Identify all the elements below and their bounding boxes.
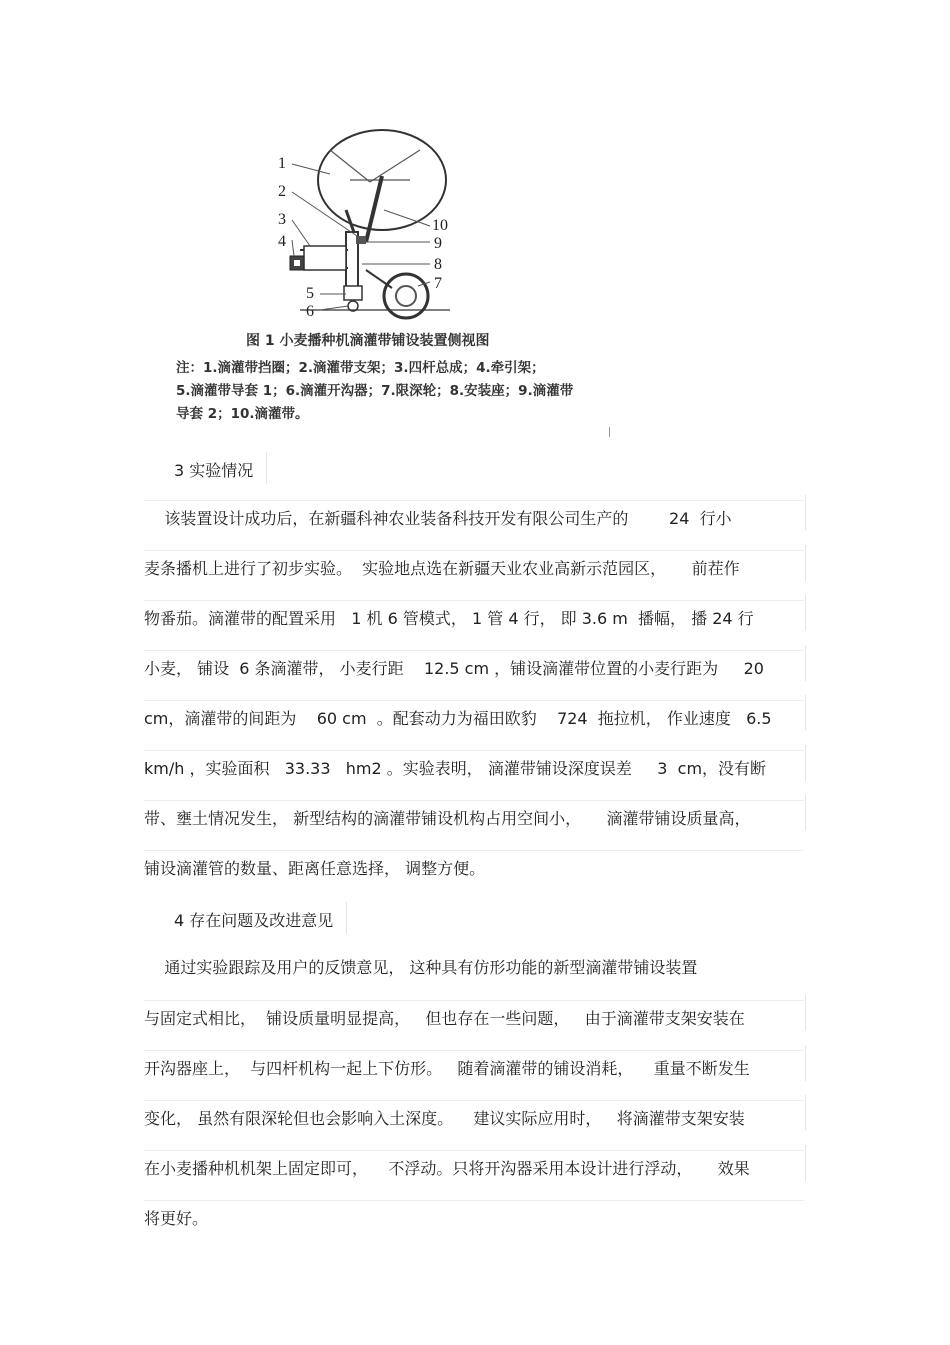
- part-label-3: 3: [278, 211, 286, 228]
- line-divider: [144, 850, 804, 851]
- paragraph-line: 与固定式相比， 铺设质量明显提高， 但也存在一些问题， 由于滴灌带支架安装在: [144, 1009, 804, 1029]
- line-divider: [144, 1000, 804, 1001]
- paragraph-line: 该装置设计成功后，在新疆科神农业装备科技开发有限公司生产的 24 行小: [144, 509, 804, 529]
- paragraph-line: 在小麦播种机机架上固定即可， 不浮动。只将开沟器采用本设计进行浮动， 效果: [144, 1159, 804, 1179]
- paragraph-line: 开沟器座上， 与四杆机构一起上下仿形。 随着滴灌带的铺设消耗， 重量不断发生: [144, 1059, 804, 1079]
- part-label-6: 6: [306, 303, 314, 320]
- line-divider: [144, 750, 804, 751]
- line-divider: [144, 1100, 804, 1101]
- figure-note-line: 导套 2；10.滴灌带。: [176, 406, 309, 422]
- line-divider: [144, 550, 804, 551]
- paragraph-line: 带、壅土情况发生， 新型结构的滴灌带铺设机构占用空间小， 滴灌带铺设质量高，: [144, 809, 804, 829]
- line-divider: [144, 600, 804, 601]
- part-label-9: 9: [434, 235, 442, 252]
- part-label-4: 4: [278, 233, 286, 250]
- figure-1: [170, 120, 610, 440]
- four-bar-linkage: [304, 246, 346, 270]
- depth-wheel: [384, 274, 428, 318]
- part-label-1: 1: [278, 155, 286, 172]
- part-label-7: 7: [434, 275, 442, 292]
- part-label-5: 5: [306, 285, 314, 302]
- paragraph-line: 通过实验跟踪及用户的反馈意见， 这种具有仿形功能的新型滴灌带铺设装置: [144, 958, 698, 977]
- paragraph-line: 小麦， 铺设 6 条滴灌带， 小麦行距 12.5 cm ，铺设滴灌带位置的小麦行距为 20: [144, 659, 804, 679]
- paragraph-line: km/h ，实验面积 33.33 hm2 。实验表明， 滴灌带铺设深度误差 3 cm，没有断: [144, 759, 804, 779]
- line-divider: [144, 800, 804, 801]
- paragraph-line: 物番茄。滴灌带的配置采用 1 机 6 管模式， 1 管 4 行， 即 3.6 m 播幅， 播 24 行: [144, 609, 804, 629]
- figure-note-line: 5.滴灌带导套 1；6.滴灌开沟器；7.限深轮；8.安装座；9.滴灌带: [176, 383, 574, 399]
- paragraph-line: 铺设滴灌管的数量、距离任意选择， 调整方便。: [144, 859, 486, 878]
- paragraph-line: cm，滴灌带的间距为 60 cm 。配套动力为福田欧豹 724 拖拉机， 作业速度 6.5: [144, 709, 804, 729]
- part-label-10: 10: [432, 217, 448, 234]
- divider-mark: [609, 427, 610, 437]
- part-label-8: 8: [434, 256, 442, 273]
- part-label-2: 2: [278, 183, 286, 200]
- figure-caption: 图 1 小麦播种机滴灌带铺设装置侧视图: [246, 333, 490, 349]
- line-divider: [144, 500, 804, 501]
- line-divider: [144, 1200, 804, 1201]
- figure-note-line: 注：1.滴灌带挡圈；2.滴灌带支架；3.四杆总成；4.牵引架；: [176, 360, 545, 376]
- paragraph-line: 将更好。: [144, 1209, 209, 1228]
- section-heading-4: 4 存在问题及改进意见: [174, 908, 341, 931]
- furrow-opener: [344, 286, 362, 300]
- seeder-side-view-drawing: [170, 120, 610, 330]
- paragraph-line: 变化， 虽然有限深轮但也会影响入土深度。 建议实际应用时， 将滴灌带支架安装: [144, 1109, 804, 1129]
- line-divider: [144, 1150, 804, 1151]
- line-divider: [144, 1050, 804, 1051]
- paragraph-line: 麦条播机上进行了初步实验。 实验地点选在新疆天业农业高新示范园区， 前茬作: [144, 559, 804, 579]
- tape-support: [366, 176, 382, 242]
- line-divider: [144, 700, 804, 701]
- section-heading-3: 3 实验情况: [174, 458, 261, 481]
- line-divider: [144, 650, 804, 651]
